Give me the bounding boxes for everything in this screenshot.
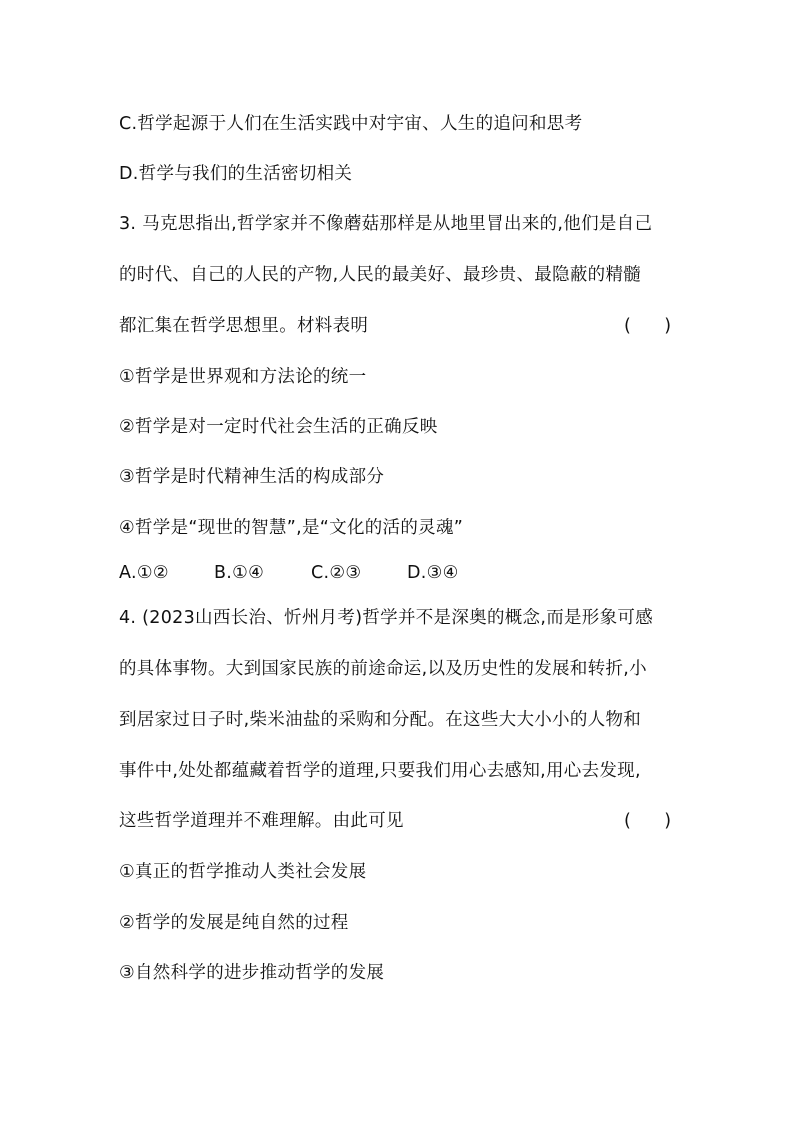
- q4-statement-3: ③自然科学的进步推动哲学的发展: [119, 963, 385, 983]
- q2-option-c: C.哲学起源于人们在生活实践中对宇宙、人生的追问和思考: [119, 114, 583, 134]
- q4-stem-line-2: 的具体事物。大到国家民族的前途命运,以及历史性的发展和转折,小: [119, 659, 647, 679]
- q3-statement-3: ③哲学是时代精神生活的构成部分: [119, 467, 385, 487]
- q3-stem-line-1: 3. 马克思指出,哲学家并不像蘑菇那样是从地里冒出来的,他们是自己: [119, 214, 653, 234]
- q3-statement-4: ④哲学是“现世的智慧”,是“文化的活的灵魂”: [119, 518, 464, 538]
- q3-choice-d: D.③④: [407, 563, 459, 583]
- q3-answer-bracket: ( ): [624, 316, 672, 336]
- q4-statement-2: ②哲学的发展是纯自然的过程: [119, 913, 349, 933]
- q4-answer-bracket: ( ): [624, 811, 672, 831]
- q3-statement-2: ②哲学是对一定时代社会生活的正确反映: [119, 417, 438, 437]
- q4-stem-line-4: 事件中,处处都蕴藏着哲学的道理,只要我们用心去感知,用心去发现,: [119, 761, 641, 781]
- q3-choice-c: C.②③: [311, 563, 362, 583]
- q3-choice-a: A.①②: [119, 563, 169, 583]
- q4-stem-line-1: 4. (2023山西长治、忻州月考)哲学并不是深奥的概念,而是形象可感: [119, 608, 654, 628]
- q4-statement-1: ①真正的哲学推动人类社会发展: [119, 862, 367, 882]
- q2-option-d: D.哲学与我们的生活密切相关: [119, 164, 353, 184]
- q4-stem-line-5: 这些哲学道理并不难理解。由此可见: [119, 811, 404, 831]
- q3-choices: [119, 561, 459, 585]
- q3-choice-b: B.①④: [214, 563, 265, 583]
- q3-stem-line-2: 的时代、自己的人民的产物,人民的最美好、最珍贵、最隐蔽的精髓: [119, 265, 642, 285]
- q3-stem-line-3: 都汇集在哲学思想里。材料表明: [119, 316, 369, 336]
- q3-statement-1: ①哲学是世界观和方法论的统一: [119, 367, 367, 387]
- q4-stem-line-3: 到居家过日子时,柴米油盐的采购和分配。在这些大大小小的人物和: [119, 710, 642, 730]
